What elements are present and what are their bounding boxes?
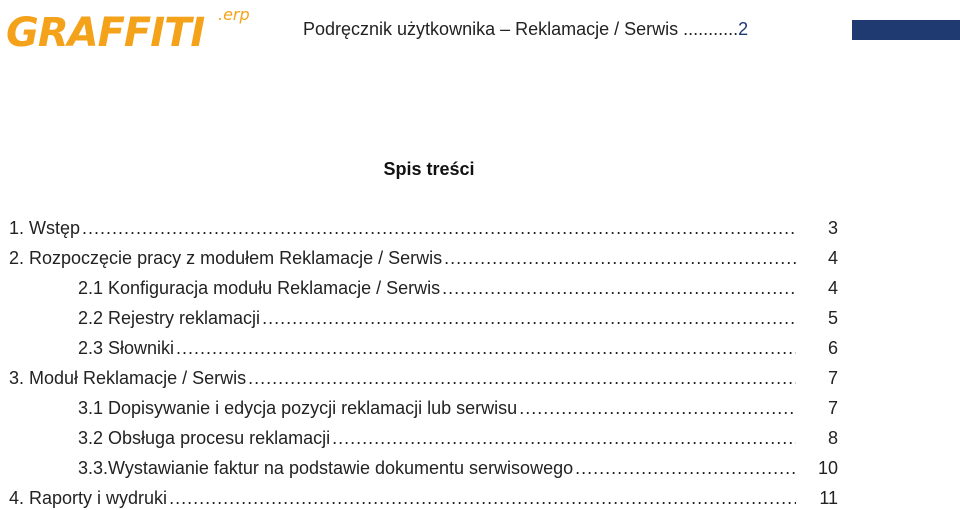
- toc-page-number: [808, 248, 838, 270]
- toc-page-number: [808, 368, 838, 390]
- toc-entry-leader: [82, 218, 796, 239]
- graffiti-erp-logo: [4, 2, 264, 54]
- toc-page-number: [808, 458, 838, 480]
- toc-entry-title: 3.3.Wystawianie faktur na podstawie dokumentu serwisowego: [78, 458, 574, 478]
- toc-page-number-text: 8: [827, 428, 838, 448]
- toc-entry-title: 3.1 Dopisywanie i edycja pozycji reklamacji lub serwisu: [78, 398, 518, 418]
- toc-page-number-text: 11: [819, 488, 838, 508]
- toc-entry-title: 4. Raporty i wydruki: [9, 488, 168, 508]
- svg-text:GRAFFITI: GRAFFITI: [6, 10, 205, 54]
- toc-page-number: [808, 308, 838, 330]
- toc-page-number-text: 7: [827, 398, 838, 418]
- toc-entry[interactable]: [9, 218, 798, 240]
- toc-page-number-text: 10: [817, 458, 838, 478]
- toc-page-number: [808, 428, 838, 450]
- toc-entry[interactable]: [9, 248, 798, 270]
- toc-entry-leader: [169, 488, 796, 509]
- toc-page-number: [808, 218, 838, 240]
- toc-entry-title: 3.2 Obsługa procesu reklamacji: [78, 428, 331, 448]
- toc-page-number-text: 7: [827, 368, 838, 388]
- toc-entry[interactable]: [78, 308, 798, 330]
- svg-text:.erp: .erp: [218, 5, 250, 24]
- toc-entry-leader: [248, 368, 796, 389]
- toc-page-number-text: 4: [827, 248, 838, 268]
- header-accent-bar: [852, 20, 960, 40]
- toc-page-number: [808, 278, 838, 300]
- header-title-text: Podręcznik użytkownika – Reklamacje / Serwis ...........: [303, 19, 739, 39]
- toc-entry-title: 2.2 Rejestry reklamacji: [78, 308, 261, 328]
- toc-entry-leader: [575, 458, 796, 479]
- toc-page-number-text: 3: [827, 218, 838, 238]
- toc-heading-text: Spis treści: [383, 159, 475, 179]
- header-page-number: 2: [738, 19, 749, 39]
- toc-entry-leader: [519, 398, 796, 419]
- toc-page-number-text: 4: [827, 278, 838, 298]
- toc-entry-leader: [442, 278, 796, 299]
- toc-entry-title: 2.3 Słowniki: [78, 338, 175, 358]
- logo-graphic: [4, 2, 264, 54]
- toc-entry-leader: [262, 308, 796, 329]
- toc-entry[interactable]: [9, 368, 798, 390]
- toc-entry-title: 2.1 Konfiguracja modułu Reklamacje / Serwis: [78, 278, 441, 298]
- toc-entry-title: 3. Moduł Reklamacje / Serwis: [9, 368, 247, 388]
- toc-page-number-text: 5: [827, 308, 838, 328]
- toc-entry-leader: [176, 338, 796, 359]
- toc-heading: [0, 159, 960, 180]
- toc-page-number: [808, 488, 838, 510]
- document-header-title: [303, 19, 748, 40]
- toc-entry[interactable]: [9, 488, 798, 510]
- toc-entry[interactable]: [78, 338, 798, 360]
- toc-page-number: [808, 338, 838, 360]
- toc-entry[interactable]: [78, 428, 798, 450]
- toc-page-number-text: 6: [827, 338, 838, 358]
- toc-entry[interactable]: [78, 458, 798, 480]
- toc-entry-leader: [444, 248, 796, 269]
- toc-entry-title: 2. Rozpoczęcie pracy z modułem Reklamacje / Serwis: [9, 248, 443, 268]
- toc-page-number: [808, 398, 838, 420]
- toc-entry[interactable]: [78, 278, 798, 300]
- toc-entry-title: 1. Wstęp: [9, 218, 81, 238]
- toc-entry-leader: [332, 428, 796, 449]
- toc-entry[interactable]: [78, 398, 798, 420]
